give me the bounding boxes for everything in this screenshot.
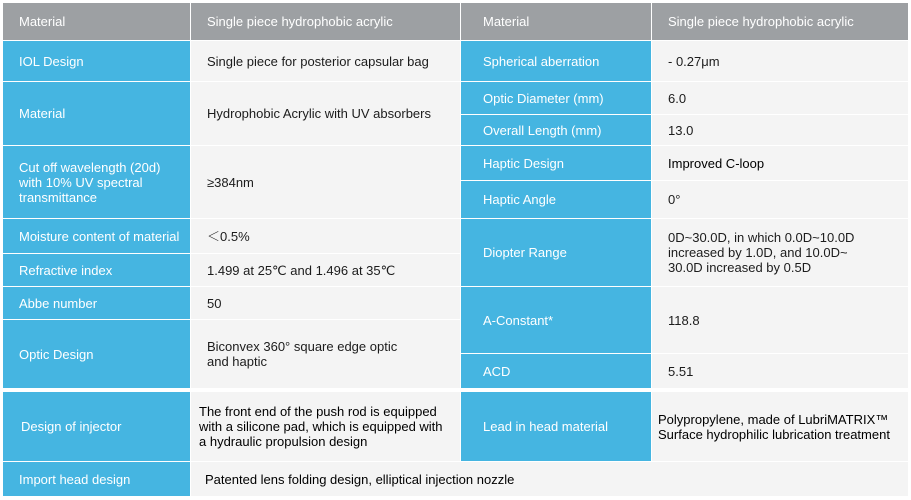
spec-label-optic-design: Optic Design bbox=[3, 320, 190, 388]
spec-value-material: Hydrophobic Acrylic with UV absorbers bbox=[191, 82, 460, 145]
spec-value-spherical-aberration: - 0.27μm bbox=[652, 41, 908, 81]
spec-label-haptic-design: Haptic Design bbox=[461, 146, 651, 180]
spec-label-spherical-aberration: Spherical aberration bbox=[461, 41, 651, 81]
spec-label-lead-in-head: Lead in head material bbox=[461, 392, 651, 461]
spec-label-diopter-range: Diopter Range bbox=[461, 219, 651, 286]
spec-label-injector-design: Design of injector bbox=[3, 392, 190, 461]
spec-value-abbe-number: 50 bbox=[191, 287, 460, 319]
spec-label-cutoff-wavelength: Cut off wavelength (20d) with 10% UV spectral transmittance bbox=[3, 146, 190, 218]
spec-label-iol-design: IOL Design bbox=[3, 41, 190, 81]
spec-label-a-constant: A-Constant* bbox=[461, 287, 651, 353]
spec-value-optic-design: Biconvex 360° square edge optic and haptic bbox=[191, 320, 460, 388]
spec-value-acd: 5.51 bbox=[652, 354, 908, 388]
spec-label-haptic-angle: Haptic Angle bbox=[461, 181, 651, 218]
spec-value-iol-design: Single piece for posterior capsular bag bbox=[191, 41, 460, 81]
spec-value-refractive-index: 1.499 at 25℃ and 1.496 at 35℃ bbox=[191, 254, 460, 286]
spec-value-a-constant: 118.8 bbox=[652, 287, 908, 353]
spec-value-optic-diameter: 6.0 bbox=[652, 82, 908, 114]
header-left-label: Material bbox=[3, 3, 190, 40]
spec-label-abbe-number: Abbe number bbox=[3, 287, 190, 319]
spec-value-overall-length: 13.0 bbox=[652, 115, 908, 145]
spec-value-diopter-range: 0D~30.0D, in which 0.0D~10.0D increased by 1.0D, and 10.0D~ 30.0D increased by 0.5D bbox=[652, 219, 908, 286]
spec-label-acd: ACD bbox=[461, 354, 651, 388]
spec-label-refractive-index: Refractive index bbox=[3, 254, 190, 286]
header-right-value: Single piece hydrophobic acrylic bbox=[652, 3, 908, 40]
header-right-label: Material bbox=[461, 3, 651, 40]
spec-label-material: Material bbox=[3, 82, 190, 145]
spec-label-optic-diameter: Optic Diameter (mm) bbox=[461, 82, 651, 114]
spec-label-moisture-content: Moisture content of material bbox=[3, 219, 190, 253]
spec-label-import-head: Import head design bbox=[3, 462, 190, 496]
spec-value-cutoff-wavelength: ≥384nm bbox=[191, 146, 460, 218]
spec-value-haptic-design: Improved C-loop bbox=[652, 146, 908, 180]
spec-label-overall-length: Overall Length (mm) bbox=[461, 115, 651, 145]
spec-value-lead-in-head: Polypropylene, made of LubriMATRIX™ Surface hydrophilic lubrication treatment bbox=[652, 392, 908, 461]
spec-value-import-head: Patented lens folding design, elliptical injection nozzle bbox=[191, 462, 908, 496]
header-left-value: Single piece hydrophobic acrylic bbox=[191, 3, 460, 40]
spec-value-moisture-content: ＜0.5% bbox=[191, 219, 460, 253]
spec-value-injector-design: The front end of the push rod is equipped with a silicone pad, which is equipped with a hydraulic propulsion design bbox=[191, 392, 460, 461]
spec-value-haptic-angle: 0° bbox=[652, 181, 908, 218]
